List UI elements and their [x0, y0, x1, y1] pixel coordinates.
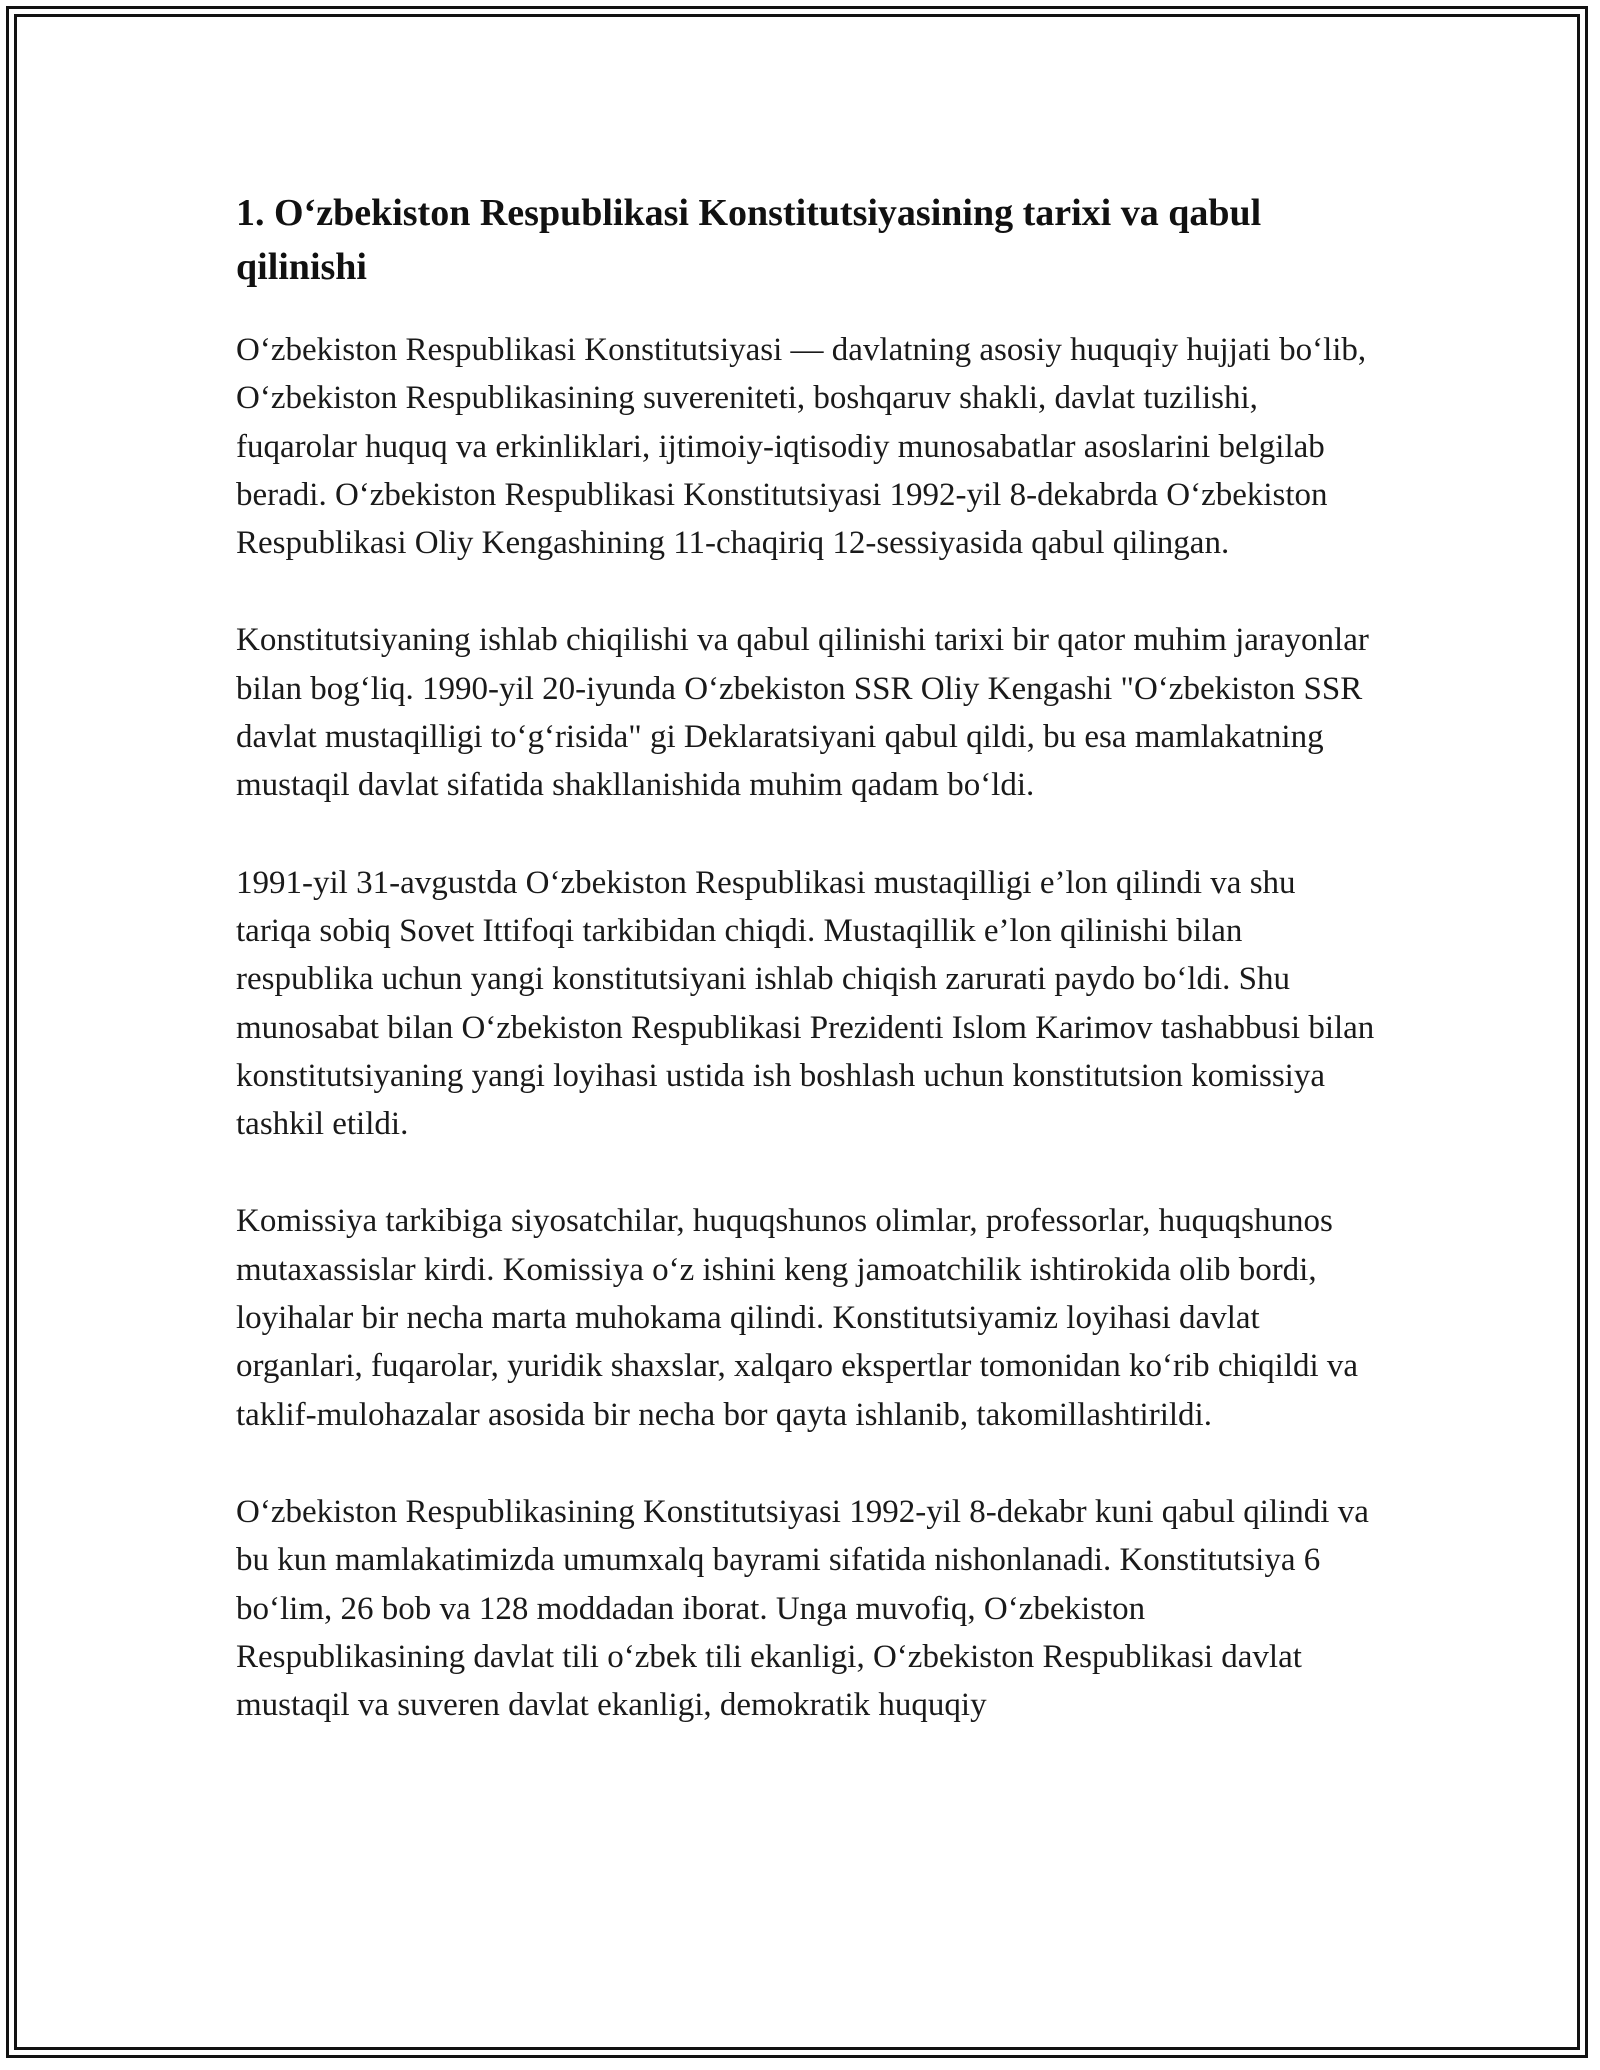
paragraph-5: O‘zbekiston Respublikasining Konstitutsiyasi 1992-yil 8-dekabr kuni qabul qilindi va bu kun mamlakatimizda umumxalq bayrami sifatida nishonlanadi. Konstitutsiya 6 bo‘lim, 26 bob va 128 moddadan iborat. Unga muvofiq, O‘zbekiston Respublikasining davlat tili o‘zbek tili ekanligi, O‘zbekiston Respublikasi davlat mustaqil va suveren davlat ekanligi, demokratik huquqiy: [236, 1493, 1369, 1724]
section-heading: 1. O‘zbekiston Respublikasi Konstitutsiyasining tarixi va qabul qilinishi: [236, 192, 1262, 288]
document-page: [236, 186, 1376, 1778]
paragraph-4: Komissiya tarkibiga siyosatchilar, huquqshunos olimlar, professorlar, huquqshunos mutaxassislar kirdi. Komissiya o‘z ishini keng jamoatchilik ishtirokida olib bordi, loyihalar bir necha marta muhokama qilindi. Konstitutsiyamiz loyihasi davlat organlari, fuqarolar, yuridik shaxslar, xalqaro ekspertlar tomonidan ko‘rib chiqildi va taklif-mulohazalar asosida bir necha bor qayta ishlanib, takomillashtirildi.: [236, 1203, 1359, 1433]
paragraph-3: 1991-yil 31-avgustda O‘zbekiston Respublikasi mustaqilligi e’lon qilindi va shu tariqa sobiq Sovet Ittifoqi tarkibidan chiqdi. Mustaqillik e’lon qilinishi bilan respublika uchun yangi konstitutsiyani ishlab chiqish zarurati paydo bo‘ldi. Shu munosabat bilan O‘zbekiston Respublikasi Prezidenti Islom Karimov tashabbusi bilan konstitutsiyaning yangi loyihasi ustida ish boshlash uchun konstitutsion komissiya tashkil etildi.: [236, 864, 1375, 1143]
paragraph-1: O‘zbekiston Respublikasi Konstitutsiyasi — davlatning asosiy huquqiy hujjati bo‘lib, O‘zbekiston Respublikasining suvereniteti, boshqaruv shakli, davlat tuzilishi, fuqarolar huquq va erkinliklari, ijtimoiy-iqtisodiy munosabatlar asoslarini belgilab beradi. O‘zbekiston Respublikasi Konstitutsiyasi 1992-yil 8-dekabrda O‘zbekiston Respublikasi Oliy Kengashining 11-chaqiriq 12-sessiyasida qabul qilingan.: [236, 332, 1367, 562]
paragraph-2: Konstitutsiyaning ishlab chiqilishi va qabul qilinishi tarixi bir qator muhim jarayonlar bilan bog‘liq. 1990-yil 20-iyunda O‘zbekiston SSR Oliy Kengashi "O‘zbekiston SSR davlat mustaqilligi to‘g‘risida" gi Deklaratsiyani qabul qildi, bu esa mamlakatning mustaqil davlat sifatida shakllanishida muhim qadam bo‘ldi.: [236, 622, 1369, 804]
